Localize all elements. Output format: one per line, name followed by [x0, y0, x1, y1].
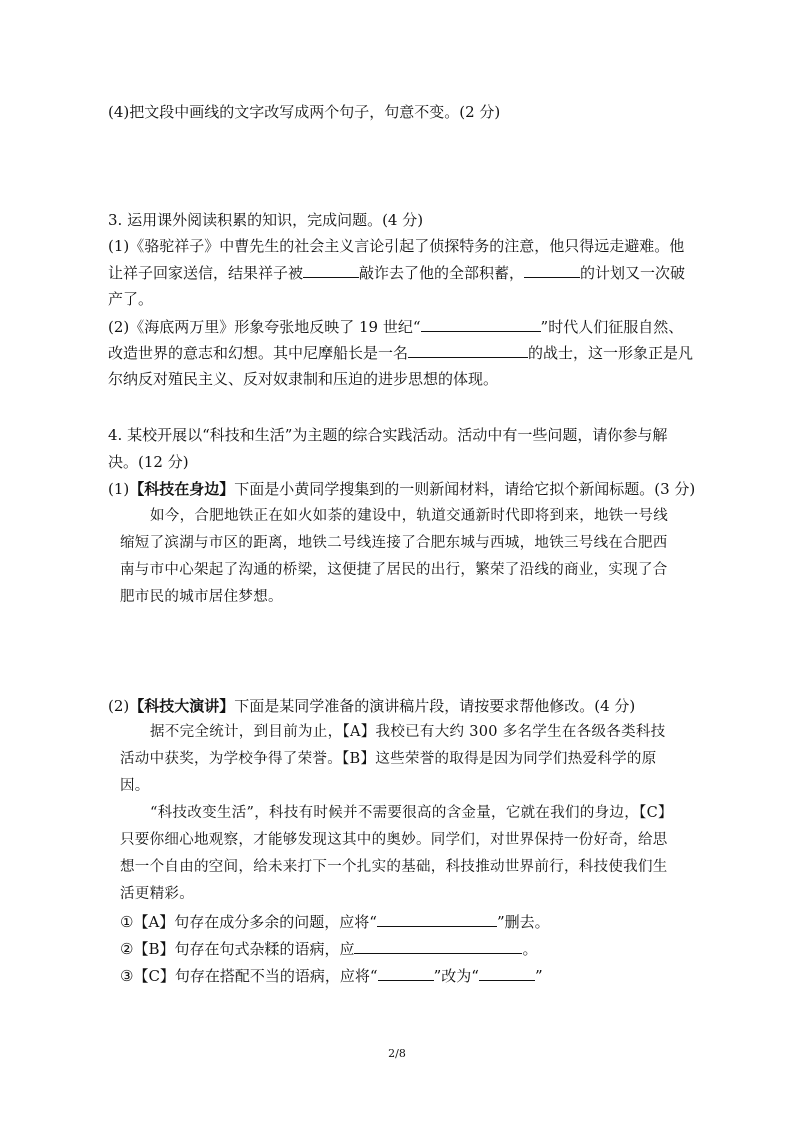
question-3-2-line-2: 改造世界的意志和幻想。其中尼摩船长是一名 的战士，这一形象正是凡	[108, 344, 694, 362]
option-1: ①【A】句存在成分多余的问题，应将“ ”删去。	[120, 913, 550, 931]
answer-blank[interactable]	[408, 342, 528, 358]
news-material-line: 如今，合肥地铁正在如火如荼的建设中，轨道交通新时代即将到来，地铁一号线	[150, 508, 668, 524]
speech-material-line: 因。	[120, 778, 150, 794]
speech-material-line: 据不完全统计，到目前为止，【A】我校已有大约 300 多名学生在各级各类科技	[150, 724, 666, 740]
option-2: ②【B】句存在句式杂糅的语病，应 。	[120, 940, 538, 958]
question-2-4: (4)把文段中画线的文字改写成两个句子，句意不变。(2 分)	[108, 103, 501, 121]
answer-blank[interactable]	[524, 262, 580, 278]
news-material-line: 南与市中心架起了沟通的桥梁，这便捷了居民的出行，繁荣了沿线的商业，实现了合	[120, 562, 668, 578]
speech-material-line: 想一个自由的空间，给未来打下一个扎实的基础，科技推动世界前行，科技使我们生	[120, 859, 668, 875]
question-4-title-line-1: 4. 某校开展以“科技和生活”为主题的综合实践活动。活动中有一些问题，请你参与解	[108, 426, 668, 444]
question-4-title-line-2: 决。(12 分)	[108, 453, 189, 471]
speech-material-line: “科技改变生活”，科技有时候并不需要很高的含金量，它就在我们的身边，【C】	[150, 805, 673, 821]
question-3-title: 3. 运用课外阅读积累的知识，完成问题。(4 分)	[108, 211, 424, 229]
news-material-line: 缩短了滨湖与市区的距离，地铁二号线连接了合肥东城与西城，地铁三号线在合肥西	[120, 535, 668, 551]
answer-blank[interactable]	[303, 262, 359, 278]
answer-blank[interactable]	[421, 316, 541, 332]
question-3-2-line-3: 尔纳反对殖民主义、反对奴隶制和压迫的进步思想的体现。	[108, 370, 499, 388]
news-material-line: 肥市民的城市居住梦想。	[120, 589, 283, 605]
answer-blank[interactable]	[479, 965, 535, 981]
question-4-1-prompt: (1)【科技在身边】下面是小黄同学搜集到的一则新闻材料，请给它拟个新闻标题。(3 分)	[108, 480, 696, 498]
speech-material-line: 只要你细心地观察，才能够发现这其中的奥妙。同学们，对世界保持一份好奇，给思	[120, 832, 668, 848]
speech-material-line: 活更精彩。	[120, 886, 194, 902]
page-number: 2/8	[388, 1047, 406, 1060]
answer-blank[interactable]	[354, 938, 522, 954]
option-3: ③【C】句存在搭配不当的语病，应将“ ”改为“ ”	[120, 967, 543, 985]
question-3-1-line-2: 让祥子回家送信，结果祥子被 敲诈去了他的全部积蓄， 的计划又一次破	[108, 264, 686, 282]
question-4-2-prompt: (2)【科技大演讲】下面是某同学准备的演讲稿片段，请按要求帮他修改。(4 分)	[108, 697, 636, 715]
question-3-1-line-1: (1)《骆驼祥子》中曹先生的社会主义言论引起了侦探特务的注意，他只得远走避难。他	[108, 237, 685, 255]
question-3-2-line-1: (2)《海底两万里》形象夸张地反映了 19 世纪“ ”时代人们征服自然、	[108, 318, 684, 336]
section-tag: 【科技大演讲】	[129, 697, 235, 715]
question-3-1-line-3: 产了。	[108, 290, 154, 308]
speech-material-line: 活动中获奖，为学校争得了荣誉。【B】这些荣誉的取得是因为同学们热爱科学的原	[120, 751, 657, 767]
section-tag: 【科技在身边】	[129, 480, 235, 498]
answer-blank[interactable]	[377, 911, 497, 927]
answer-blank[interactable]	[378, 965, 434, 981]
